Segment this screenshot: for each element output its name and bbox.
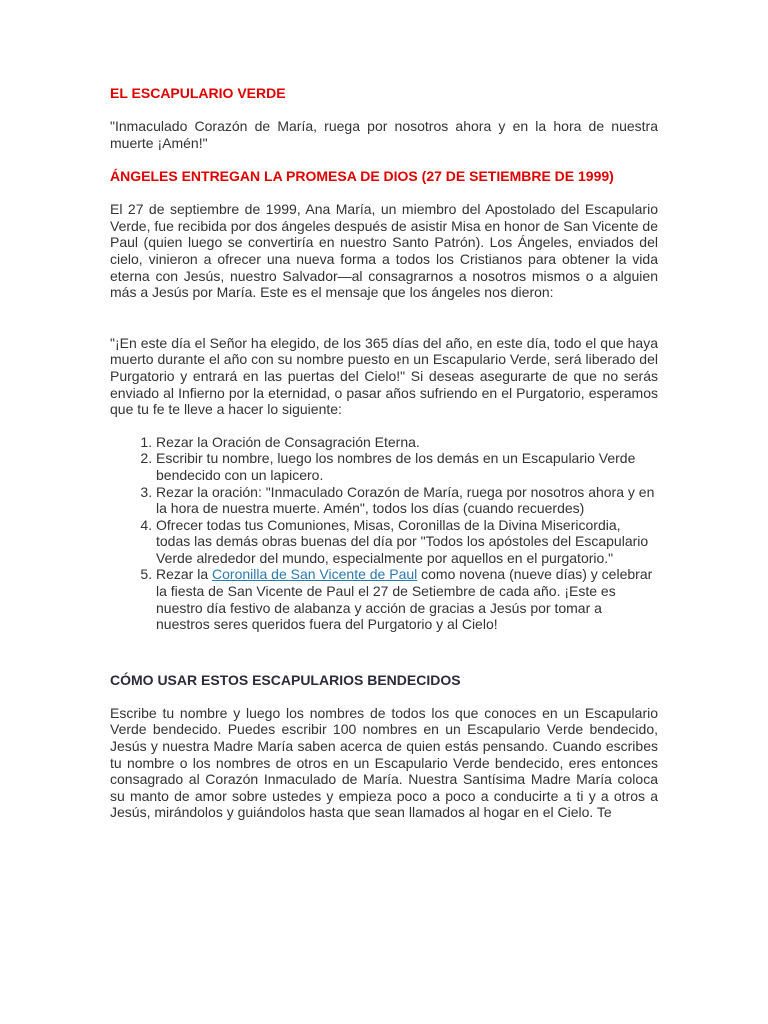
list-item (156, 566, 658, 632)
final-paragraph: Escribe tu nombre y luego los nombres de todos los que conoces en un Escapulario Verde bendecido. Puedes escribir 100 nombres en un Escapulario Verde bendecido, Jesús y nuestra Madre María saben acerca de quien estás pensando. Cuando escribes tu nombre o los nombres de otros en un Escapulario Verde bendecido, eres entonces consagrado al Corazón Inmaculado de María. Nuestra Santísima Madre María coloca su manto de amor sobre ustedes y empieza poco a poco a conducirte a ti y a otros a Jesús, mirándolos y guiándolos hasta que sean llamados al hogar en el Cielo. Te (110, 704, 658, 821)
step5-text-after: como novena (nueve días) y celebrar la fiesta de San Vicente de Paul el 27 de Setiembre de cada año. ¡Este es nuestro día festivo de alabanza y acción de gracias a Jesús por tomar a nuestros seres queridos fuera del Purgatorio y al Cielo! (156, 566, 653, 633)
message-paragraph: "¡En este día el Señor ha elegido, de los 365 días del año, en este día, todo el que haya muerto durante el año con su nombre puesto en un Escapulario Verde, será liberado del Purgatorio y entrará en las puertas del Cielo!" Si deseas asegurarte de que no serás enviado al Infierno por la eternidad, o pasar años sufriendo en el Purgatorio, esperamos que tu fe te lleve a hacer lo siguiente: (110, 334, 658, 418)
list-item: 3. Rezar la oración: "Inmaculado Corazón de María, ruega por nosotros ahora y en la hora de nuestra muerte. Amén", todos los días (cuando recuerdes) (156, 484, 658, 517)
intro-paragraph: El 27 de septiembre de 1999, Ana María, un miembro del Apostolado del Escapulario Verde, fue recibida por dos ángeles después de asistir Misa en honor de San Vicente de Paul (quien luego se convertiría en nuestro Santo Patrón). Los Ángeles, enviados del cielo, vinieron a ofrecer una nueva forma a todos los Cristianos para obtener la vida eterna con Jesús, nuestro Salvador—al consagrarnos a nosotros mismos o a alguien más a Jesús por María. Este es el mensaje que los ángeles nos dieron: (110, 201, 658, 301)
document-title: EL ESCAPULARIO VERDE (110, 85, 286, 101)
step5-text-before: Rezar la (156, 566, 213, 583)
steps-list (110, 434, 658, 633)
list-item: 2. Escribir tu nombre, luego los nombres de los demás en un Escapulario Verde bendecido con un lapicero. (156, 450, 658, 483)
prayer-paragraph: "Inmaculado Corazón de María, ruega por nosotros ahora y en la hora de nuestra muerte ¡Amén!" (110, 118, 658, 151)
heading-como-usar: CÓMO USAR ESTOS ESCAPULARIOS BENDECIDOS (110, 671, 461, 688)
list-item: 4. Ofrecer todas tus Comuniones, Misas, Coronillas de la Divina Misericordia, todas las demás obras buenas del día por "Todos los apóstoles del Escapulario Verde alrededor del mundo, especialmente por aquellos en el purgatorio." (156, 517, 658, 567)
list-item: 1. Rezar la Oración de Consagración Eterna. (156, 434, 658, 451)
coronilla-link[interactable]: Coronilla de San Vicente de Paul (212, 566, 418, 583)
document-content (110, 84, 658, 821)
heading-angeles: ÁNGELES ENTREGAN LA PROMESA DE DIOS (27 DE SETIEMBRE DE 1999) (110, 168, 614, 185)
